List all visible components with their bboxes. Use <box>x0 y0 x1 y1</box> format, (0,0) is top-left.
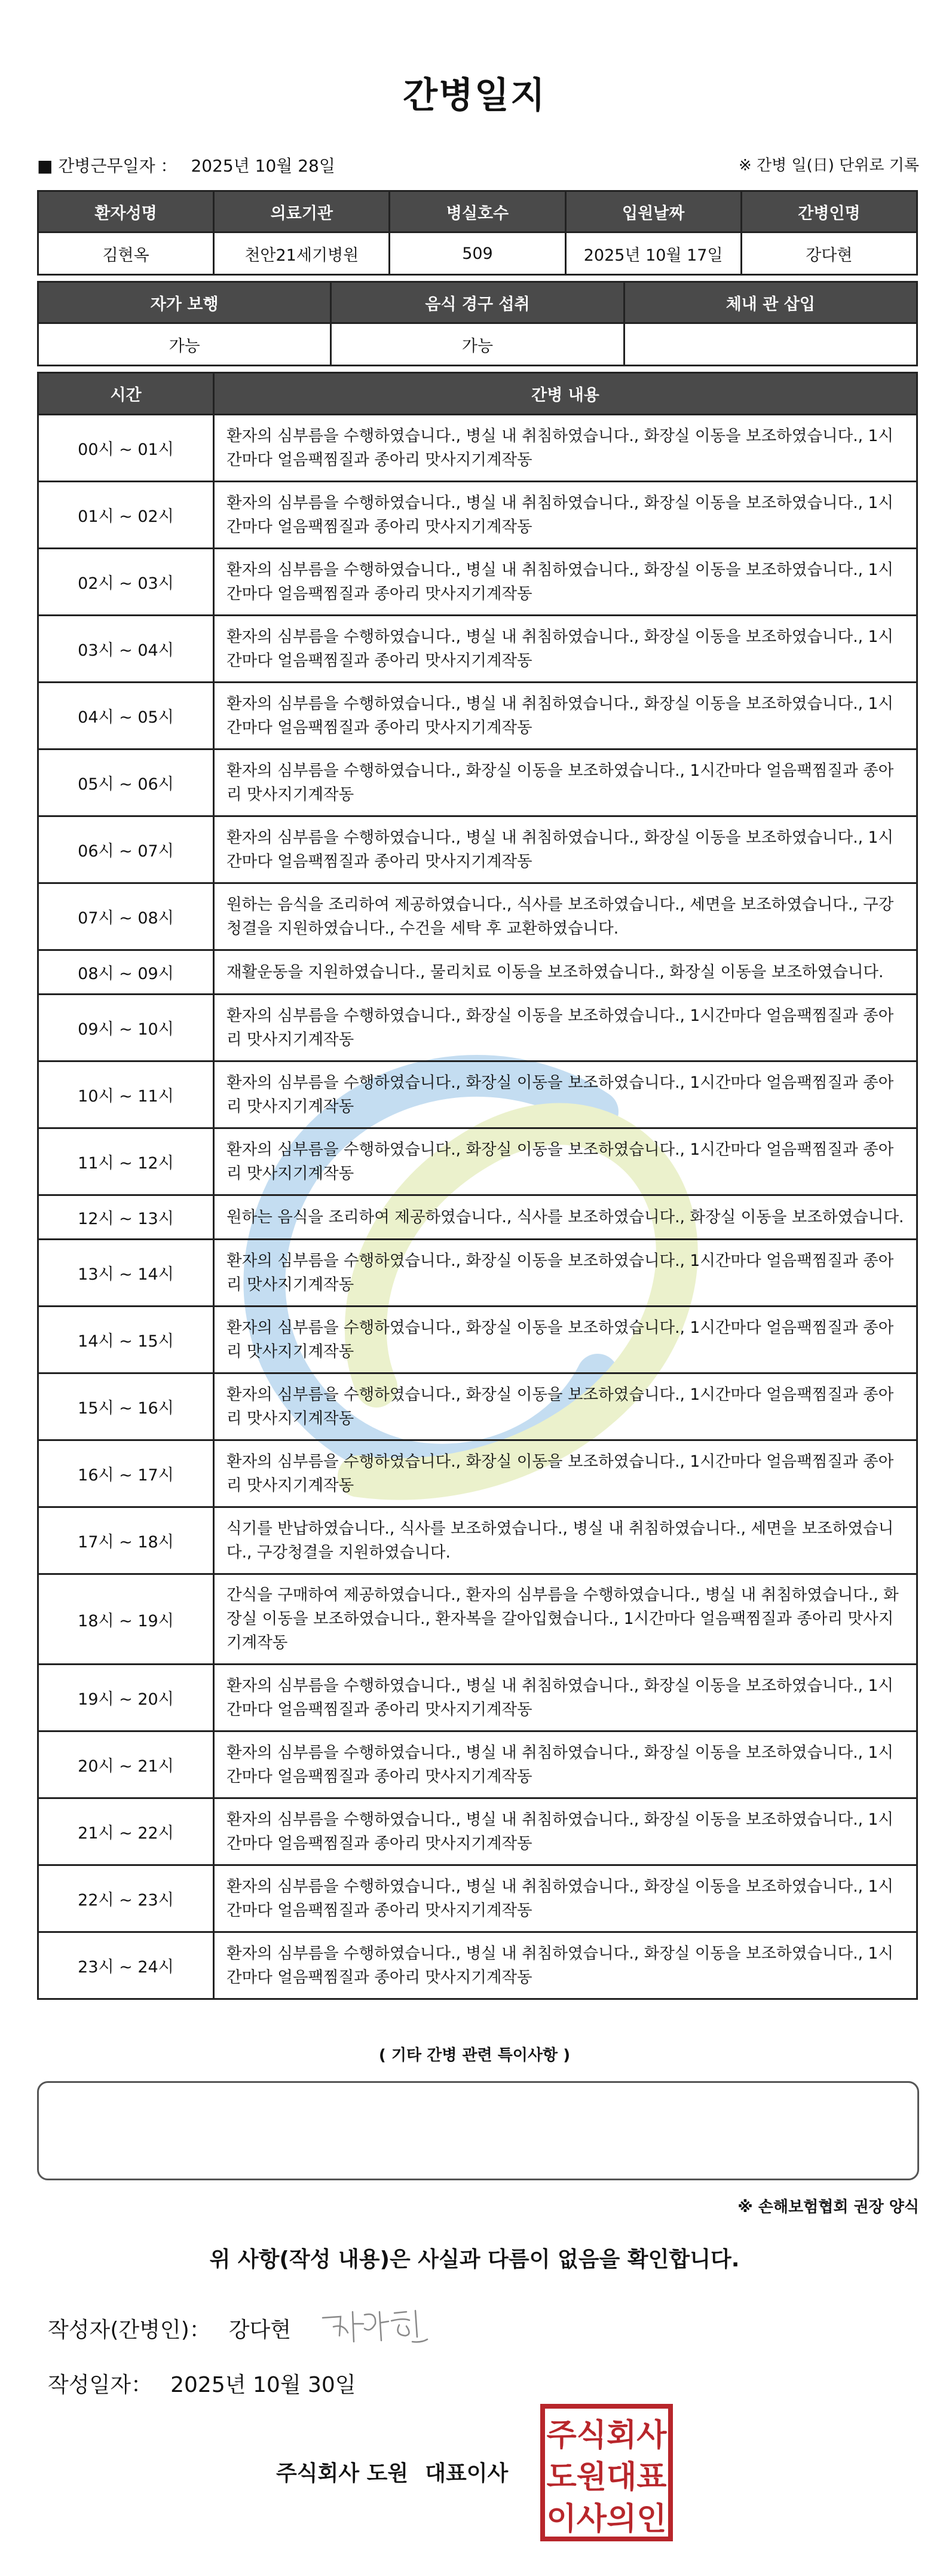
care-time-slot: 21시 ~ 22시 <box>38 1798 214 1865</box>
care-time-slot: 10시 ~ 11시 <box>38 1061 214 1128</box>
care-content: 환자의 심부름을 수행하였습니다., 병실 내 취침하였습니다., 화장실 이동을 보조하였습니다., 1시간마다 얼음팩찜질과 종아리 맛사지기계작동 <box>214 549 917 616</box>
work-date-label: ■ 간병근무일자 ： <box>37 156 177 176</box>
page-title: 간병일지 <box>403 75 546 117</box>
care-log-row <box>38 816 917 883</box>
care-content: 재활운동을 지원하였습니다., 물리치료 이동을 보조하였습니다., 화장실 이동을 보조하였습니다. <box>214 950 917 995</box>
care-content: 환자의 심부름을 수행하였습니다., 병실 내 취침하였습니다., 화장실 이동을 보조하였습니다., 1시간마다 얼음팩찜질과 종아리 맛사지기계작동 <box>214 1731 917 1798</box>
care-log-row <box>38 1440 917 1507</box>
care-time-slot: 04시 ~ 05시 <box>38 683 214 749</box>
svg-text:이사의인: 이사의인 <box>546 2501 667 2537</box>
care-time-slot: 00시 ~ 01시 <box>38 415 214 482</box>
header-time: 시간 <box>38 373 214 415</box>
care-content: 환자의 심부름을 수행하였습니다., 병실 내 취침하였습니다., 화장실 이동을 보조하였습니다., 1시간마다 얼음팩찜질과 종아리 맛사지기계작동 <box>214 415 917 482</box>
patient-name: 김현옥 <box>38 232 214 275</box>
care-content: 환자의 심부름을 수행하였습니다., 화장실 이동을 보조하였습니다., 1시간마다 얼음팩찜질과 종아리 맛사지기계작동 <box>214 1440 917 1507</box>
care-content: 환자의 심부름을 수행하였습니다., 화장실 이동을 보조하였습니다., 1시간마다 얼음팩찜질과 종아리 맛사지기계작동 <box>214 749 917 816</box>
patient-status-table <box>37 281 918 366</box>
writer-label: 작성자(간병인)： <box>48 2318 211 2342</box>
admission-date: 2025년 10월 17일 <box>565 232 741 275</box>
hospital-name: 천안21세기병원 <box>214 232 390 275</box>
care-log-row <box>38 1240 917 1307</box>
care-log-table <box>37 372 918 2000</box>
written-date-value: 2025년 10월 30일 <box>170 2373 356 2397</box>
work-date <box>37 153 335 177</box>
header-admission-date: 입원날짜 <box>565 191 741 232</box>
care-content: 원하는 음식을 조리하여 제공하였습니다., 식사를 보조하였습니다., 세면을 보조하였습니다., 구강청결을 지원하였습니다., 수건을 세탁 후 교환하였습니다. <box>214 883 917 950</box>
care-log-row <box>38 1195 917 1240</box>
care-log-row <box>38 1798 917 1865</box>
header-walking: 자가 보행 <box>38 282 331 323</box>
recommend-note: ※ 손해보험협회 권장 양식 <box>737 2198 919 2216</box>
care-time-slot: 17시 ~ 18시 <box>38 1507 214 1574</box>
care-log-row <box>38 1932 917 1999</box>
care-log-row <box>38 1373 917 1440</box>
care-time-slot: 01시 ~ 02시 <box>38 482 214 549</box>
care-content: 식기를 반납하였습니다., 식사를 보조하였습니다., 병실 내 취침하였습니다., 세면을 보조하였습니다., 구강청결을 지원하였습니다. <box>214 1507 917 1574</box>
care-log-row <box>38 415 917 482</box>
care-log-row <box>38 1307 917 1373</box>
care-time-slot: 07시 ~ 08시 <box>38 883 214 950</box>
care-content: 원하는 음식을 조리하여 제공하였습니다., 식사를 보조하였습니다., 화장실 이동을 보조하였습니다. <box>214 1195 917 1240</box>
care-content: 환자의 심부름을 수행하였습니다., 화장실 이동을 보조하였습니다., 1시간마다 얼음팩찜질과 종아리 맛사지기계작동 <box>214 1128 917 1195</box>
writer-line <box>48 2313 291 2344</box>
header-care-content: 간병 내용 <box>214 373 917 415</box>
company-line <box>276 2456 508 2487</box>
confirm-statement: 위 사항(작성 내용)은 사실과 다름이 없음을 확인합니다. <box>209 2247 740 2272</box>
written-date <box>48 2368 356 2398</box>
care-log-row <box>38 883 917 950</box>
care-log-row <box>38 995 917 1061</box>
care-content: 간식을 구매하여 제공하였습니다., 환자의 심부름을 수행하였습니다., 병실 내 취침하였습니다., 화장실 이동을 보조하였습니다., 환자복을 갈아입혔습니다., 1시간마다 얼음팩찜질과 종아리 맛사지기계작동 <box>214 1574 917 1665</box>
care-content: 환자의 심부름을 수행하였습니다., 병실 내 취침하였습니다., 화장실 이동을 보조하였습니다., 1시간마다 얼음팩찜질과 종아리 맛사지기계작동 <box>214 683 917 749</box>
work-date-value: 2025년 10월 28일 <box>191 156 335 176</box>
care-log-row <box>38 1865 917 1932</box>
care-time-slot: 11시 ~ 12시 <box>38 1128 214 1195</box>
care-time-slot: 16시 ~ 17시 <box>38 1440 214 1507</box>
care-time-slot: 20시 ~ 21시 <box>38 1731 214 1798</box>
care-log-row <box>38 1128 917 1195</box>
care-time-slot: 02시 ~ 03시 <box>38 549 214 616</box>
care-log-row <box>38 1731 917 1798</box>
care-log-rows <box>38 415 917 1999</box>
care-time-slot: 12시 ~ 13시 <box>38 1195 214 1240</box>
ceo-label: 대표이사 <box>425 2461 509 2486</box>
svg-text:도원대표: 도원대표 <box>546 2459 667 2495</box>
care-time-slot: 19시 ~ 20시 <box>38 1665 214 1731</box>
care-time-slot: 15시 ~ 16시 <box>38 1373 214 1440</box>
header-caregiver-name: 간병인명 <box>741 191 917 232</box>
special-notes-box <box>37 2081 919 2180</box>
care-content: 환자의 심부름을 수행하였습니다., 병실 내 취침하였습니다., 화장실 이동을 보조하였습니다., 1시간마다 얼음팩찜질과 종아리 맛사지기계작동 <box>214 482 917 549</box>
header-patient-name: 환자성명 <box>38 191 214 232</box>
care-time-slot: 06시 ~ 07시 <box>38 816 214 883</box>
care-log-row <box>38 683 917 749</box>
handwritten-signature <box>317 2300 436 2354</box>
care-log-row <box>38 1061 917 1128</box>
care-content: 환자의 심부름을 수행하였습니다., 화장실 이동을 보조하였습니다., 1시간마다 얼음팩찜질과 종아리 맛사지기계작동 <box>214 1373 917 1440</box>
tube-insertion-status <box>624 323 917 366</box>
header-hospital: 의료기관 <box>214 191 390 232</box>
care-content: 환자의 심부름을 수행하였습니다., 화장실 이동을 보조하였습니다., 1시간마다 얼음팩찜질과 종아리 맛사지기계작동 <box>214 1307 917 1373</box>
care-log-row <box>38 482 917 549</box>
patient-info-table <box>37 190 918 276</box>
unit-note: ※ 간병 일(日) 단위로 기록 <box>738 157 919 175</box>
header-tube-insertion: 체내 관 삽입 <box>624 282 917 323</box>
oral-intake-status: 가능 <box>331 323 624 366</box>
care-time-slot: 18시 ~ 19시 <box>38 1574 214 1665</box>
room-number: 509 <box>390 232 565 275</box>
care-log-row <box>38 1574 917 1665</box>
care-content: 환자의 심부름을 수행하였습니다., 병실 내 취침하였습니다., 화장실 이동을 보조하였습니다., 1시간마다 얼음팩찜질과 종아리 맛사지기계작동 <box>214 1932 917 1999</box>
care-content: 환자의 심부름을 수행하였습니다., 병실 내 취침하였습니다., 화장실 이동을 보조하였습니다., 1시간마다 얼음팩찜질과 종아리 맛사지기계작동 <box>214 616 917 683</box>
care-content: 환자의 심부름을 수행하였습니다., 화장실 이동을 보조하였습니다., 1시간마다 얼음팩찜질과 종아리 맛사지기계작동 <box>214 995 917 1061</box>
care-content: 환자의 심부름을 수행하였습니다., 병실 내 취침하였습니다., 화장실 이동을 보조하였습니다., 1시간마다 얼음팩찜질과 종아리 맛사지기계작동 <box>214 1665 917 1731</box>
care-log-row <box>38 549 917 616</box>
header-room: 병실호수 <box>390 191 565 232</box>
care-time-slot: 13시 ~ 14시 <box>38 1240 214 1307</box>
care-content: 환자의 심부름을 수행하였습니다., 병실 내 취침하였습니다., 화장실 이동을 보조하였습니다., 1시간마다 얼음팩찜질과 종아리 맛사지기계작동 <box>214 1798 917 1865</box>
care-time-slot: 23시 ~ 24시 <box>38 1932 214 1999</box>
care-time-slot: 14시 ~ 15시 <box>38 1307 214 1373</box>
company-name: 주식회사 도원 <box>276 2461 409 2486</box>
care-log-row <box>38 950 917 995</box>
walking-status: 가능 <box>38 323 331 366</box>
care-time-slot: 09시 ~ 10시 <box>38 995 214 1061</box>
care-log-row <box>38 1665 917 1731</box>
company-seal <box>539 2403 674 2543</box>
care-content: 환자의 심부름을 수행하였습니다., 병실 내 취침하였습니다., 화장실 이동을 보조하였습니다., 1시간마다 얼음팩찜질과 종아리 맛사지기계작동 <box>214 816 917 883</box>
care-content: 환자의 심부름을 수행하였습니다., 화장실 이동을 보조하였습니다., 1시간마다 얼음팩찜질과 종아리 맛사지기계작동 <box>214 1240 917 1307</box>
header-oral-intake: 음식 경구 섭취 <box>331 282 624 323</box>
caregiver-name: 강다현 <box>741 232 917 275</box>
svg-text:주식회사: 주식회사 <box>546 2418 667 2453</box>
care-time-slot: 22시 ~ 23시 <box>38 1865 214 1932</box>
care-content: 환자의 심부름을 수행하였습니다., 병실 내 취침하였습니다., 화장실 이동을 보조하였습니다., 1시간마다 얼음팩찜질과 종아리 맛사지기계작동 <box>214 1865 917 1932</box>
care-time-slot: 05시 ~ 06시 <box>38 749 214 816</box>
care-content: 환자의 심부름을 수행하였습니다., 화장실 이동을 보조하였습니다., 1시간마다 얼음팩찜질과 종아리 맛사지기계작동 <box>214 1061 917 1128</box>
care-log-row <box>38 749 917 816</box>
care-time-slot: 08시 ~ 09시 <box>38 950 214 995</box>
care-log-row <box>38 1507 917 1574</box>
special-notes-title: ( 기타 간병 관련 특이사항 ) <box>378 2046 571 2064</box>
written-date-label: 작성일자： <box>48 2373 153 2397</box>
care-log-row <box>38 616 917 683</box>
care-time-slot: 03시 ~ 04시 <box>38 616 214 683</box>
writer-name: 강다현 <box>228 2318 292 2342</box>
